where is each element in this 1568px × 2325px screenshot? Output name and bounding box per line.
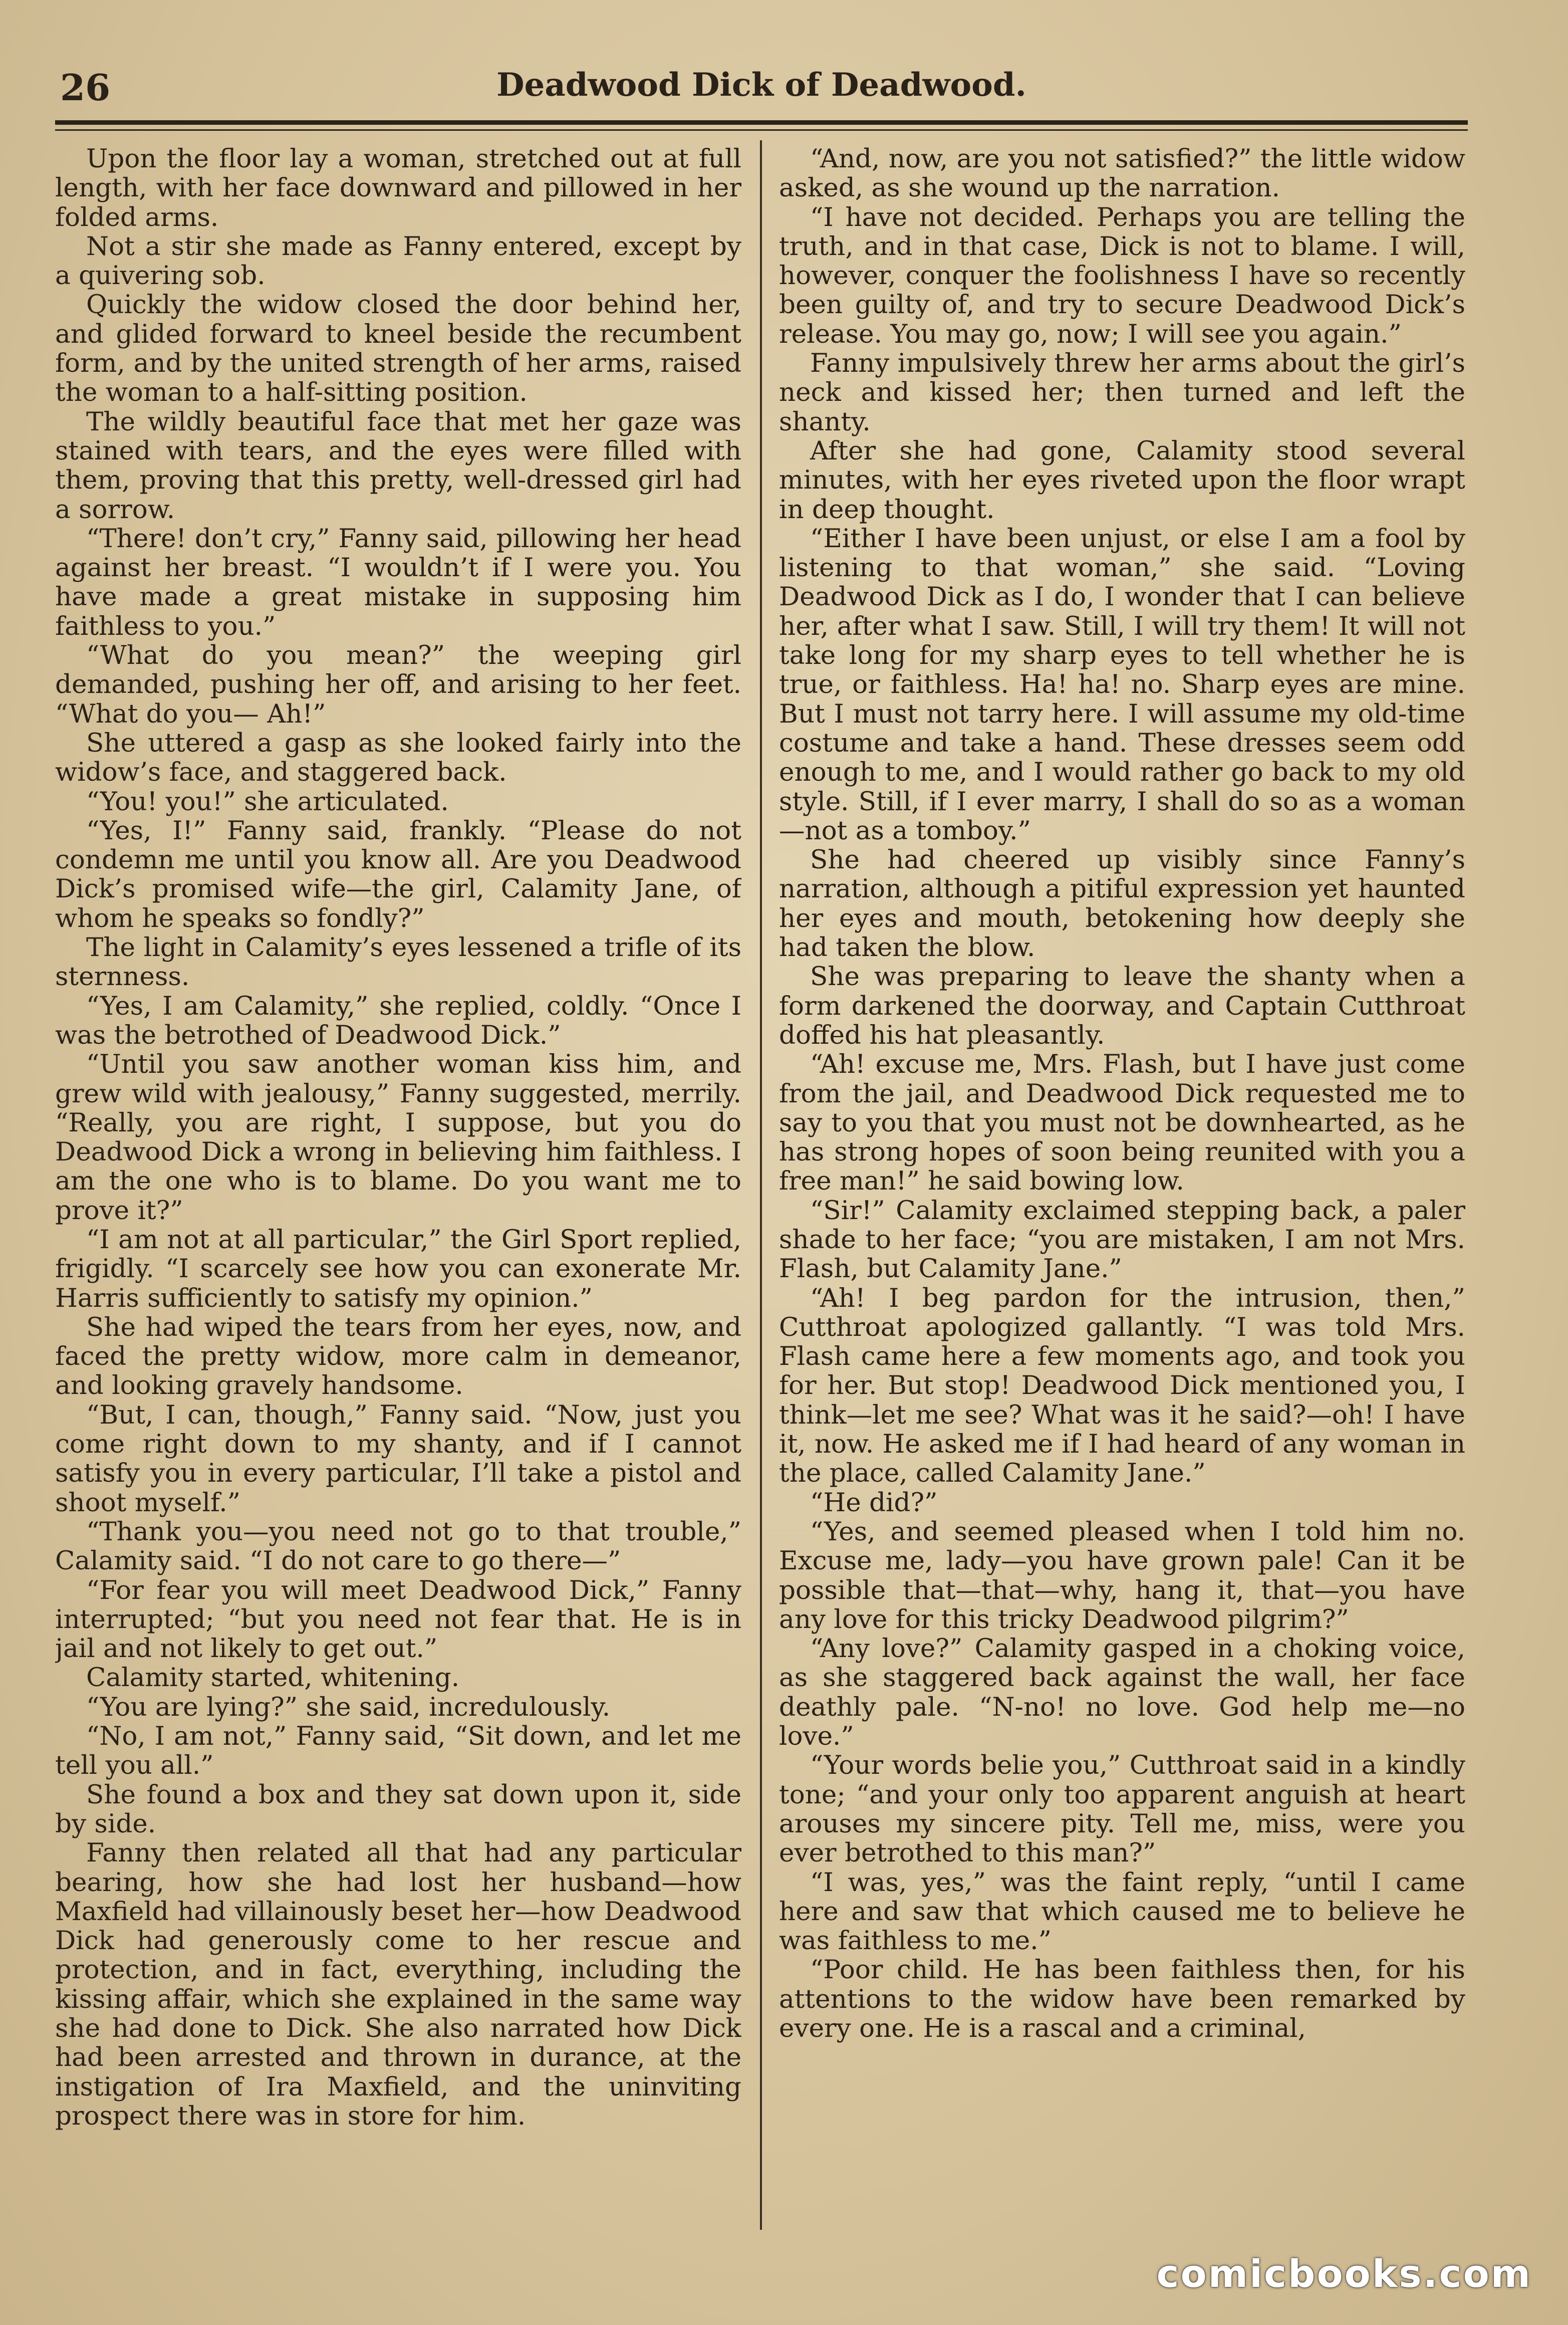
paragraph: After she had gone, Calamity stood several minutes, with her eyes riveted upon the floor wrapt in deep thought.	[779, 435, 1465, 525]
paragraph: “Either I have been unjust, or else I am a fool by listening to that woman,” she said. “Loving Deadwood Dick as I do, I wonder that I can believe her, after what I saw. Still, I will try them! It will not take long for my sharp eyes to tell whether he is true, or faithless. Ha! ha! no. Sharp eyes are mine. But I must not tarry here. I will assume my old-time costume and take a hand. These dresses seem odd enough to me, and I would rather go back to my old style. Still, if I ever marry, I shall do so as a woman—not as a tomboy.”	[779, 523, 1465, 846]
paragraph: “Poor child. He has been faithless then, for his attentions to the widow have been remarked by every one. He is a rascal and a criminal,	[779, 1955, 1465, 2043]
paragraph: “What do you mean?” the weeping girl demanded, pushing her off, and arising to her feet. “What do you— Ah!”	[55, 640, 741, 729]
paragraph: “I was, yes,” was the faint reply, “until I came here and saw that which caused me to believe he was faithless to me.”	[779, 1867, 1465, 1956]
paragraph: “You are lying?” she said, incredulously.	[86, 1692, 611, 1722]
running-title: Deadwood Dick of Deadwood.	[496, 66, 1026, 104]
paragraph: Not a stir she made as Fanny entered, except by a quivering sob.	[55, 231, 741, 291]
paragraph: “You! you!” she articulated.	[86, 786, 449, 817]
paragraph: Quickly the widow closed the door behind her, and glided forward to kneel beside the recumbent form, and by the united strength of her arms, raised the woman to a half-sitting position.	[55, 290, 741, 408]
paragraph: “Until you saw another woman kiss him, and grew wild with jealousy,” Fanny suggested, merrily. “Really, you are right, I suppose, but you do Deadwood Dick a wrong in believing him faithless. I am the one who is to blame. Do you want me to prove it?”	[55, 1049, 741, 1226]
paragraph: “I have not decided. Perhaps you are telling the truth, and in that case, Dick is not to blame. I will, however, conquer the foolishness I have so recently been guilty of, and try to secure Deadwood Dick’s release. You may go, now; I will see you again.”	[779, 202, 1465, 349]
paragraph: The light in Calamity’s eyes lessened a trifle of its sternness.	[55, 933, 741, 992]
page-number: 26	[60, 66, 111, 109]
header-rule-thick	[55, 120, 1468, 125]
paragraph: She was preparing to leave the shanty when a form darkened the doorway, and Captain Cutthroat doffed his hat pleasantly.	[779, 962, 1465, 1050]
paragraph: “Your words belie you,” Cutthroat said in a kindly tone; “and your only too apparent anguish at heart arouses my sincere pity. Tell me, miss, were you ever betrothed to this man?”	[779, 1750, 1465, 1869]
paragraph: “Sir!” Calamity exclaimed stepping back, a paler shade to her face; “you are mistaken, I am not Mrs. Flash, but Calamity Jane.”	[779, 1195, 1465, 1284]
paragraph: “But, I can, though,” Fanny said. “Now, just you come right down to my shanty, and if I cannot satisfy you in every particular, I’ll take a pistol and shoot myself.”	[55, 1400, 741, 1518]
paragraph: “Ah! excuse me, Mrs. Flash, but I have just come from the jail, and Deadwood Dick requested me to say to you that you must not be downhearted, as he has strong hopes of soon being reunited with you a free man!” he said bowing low.	[779, 1049, 1465, 1197]
paragraph: “I am not at all particular,” the Girl Sport replied, frigidly. “I scarcely see how you can exonerate Mr. Harris sufficiently to satisfy my opinion.”	[55, 1224, 741, 1313]
paragraph: She uttered a gasp as she looked fairly into the widow’s face, and staggered back.	[55, 728, 741, 788]
paragraph: She found a box and they sat down upon it, side by side.	[55, 1779, 741, 1839]
paragraph: “Any love?” Calamity gasped in a choking voice, as she staggered back against the wall, her face deathly pale. “N-no! no love. God help me—no love.”	[779, 1634, 1465, 1752]
paragraph: “Ah! I beg pardon for the intrusion, then,” Cutthroat apologized gallantly. “I was told Mrs. Flash came here a few moments ago, and took you for her. But stop! Deadwood Dick mentioned you, I think—let me see? What was it he said?—oh! I have it, now. He asked me if I had heard of any woman in the place, called Calamity Jane.”	[779, 1283, 1465, 1489]
paragraph: Calamity started, whitening.	[86, 1663, 460, 1693]
paragraph: “Yes, I am Calamity,” she replied, coldly. “Once I was the betrothed of Deadwood Dick.”	[55, 991, 741, 1050]
paragraph: Upon the floor lay a woman, stretched out at full length, with her face downward and pillowed in her folded arms.	[55, 144, 741, 232]
paragraph: Fanny impulsively threw her arms about the girl’s neck and kissed her; then turned and left the shanty.	[779, 348, 1465, 437]
paragraph: The wildly beautiful face that met her gaze was stained with tears, and the eyes were filled with them, proving that this pretty, well-dressed girl had a sorrow.	[55, 406, 741, 525]
watermark: comicbooks.com	[1156, 2251, 1532, 2296]
paragraph: “For fear you will meet Deadwood Dick,” Fanny interrupted; “but you need not fear that. He is in jail and not likely to get out.”	[55, 1575, 741, 1664]
paragraph: “He did?”	[810, 1487, 938, 1518]
right-column	[779, 144, 1465, 2224]
header-rule-thin	[55, 129, 1468, 131]
paragraph: “No, I am not,” Fanny said, “Sit down, and let me tell you all.”	[55, 1721, 741, 1781]
paragraph: “Thank you—you need not go to that trouble,” Calamity said. “I do not care to go there—”	[55, 1516, 741, 1576]
paragraph: She had wiped the tears from her eyes, now, and faced the pretty widow, more calm in demeanor, and looking gravely handsome.	[55, 1312, 741, 1401]
paragraph: “And, now, are you not satisfied?” the little widow asked, as she wound up the narration.	[779, 144, 1465, 203]
page-header	[60, 59, 1463, 114]
paragraph: “There! don’t cry,” Fanny said, pillowing her head against her breast. “I wouldn’t if I were you. You have made a great mistake in supposing him faithless to you.”	[55, 523, 741, 641]
paragraph: “Yes, and seemed pleased when I told him no. Excuse me, lady—you have grown pale! Can it be possible that—that—why, hang it, that—you have any love for this tricky Deadwood pilgrim?”	[779, 1516, 1465, 1635]
paragraph: “Yes, I!” Fanny said, frankly. “Please do not condemn me until you know all. Are you Deadwood Dick’s promised wife—the girl, Calamity Jane, of whom he speaks so fondly?”	[55, 815, 741, 934]
left-column	[55, 144, 741, 2224]
column-divider	[760, 140, 762, 2230]
paragraph: Fanny then related all that had any particular bearing, how she had lost her husband—how Maxfield had villainously beset her—how Deadwood Dick had generously come to her rescue and protection, and in fact, everything, including the kissing affair, which she explained in the same way she had done to Dick. She also narrated how Dick had been arrested and thrown in durance, at the instigation of Ira Maxfield, and the uninviting prospect there was in store for him.	[55, 1838, 741, 2131]
paragraph: She had cheered up visibly since Fanny’s narration, although a pitiful expression yet haunted her eyes and mouth, betokening how deeply she had taken the blow.	[779, 845, 1465, 963]
